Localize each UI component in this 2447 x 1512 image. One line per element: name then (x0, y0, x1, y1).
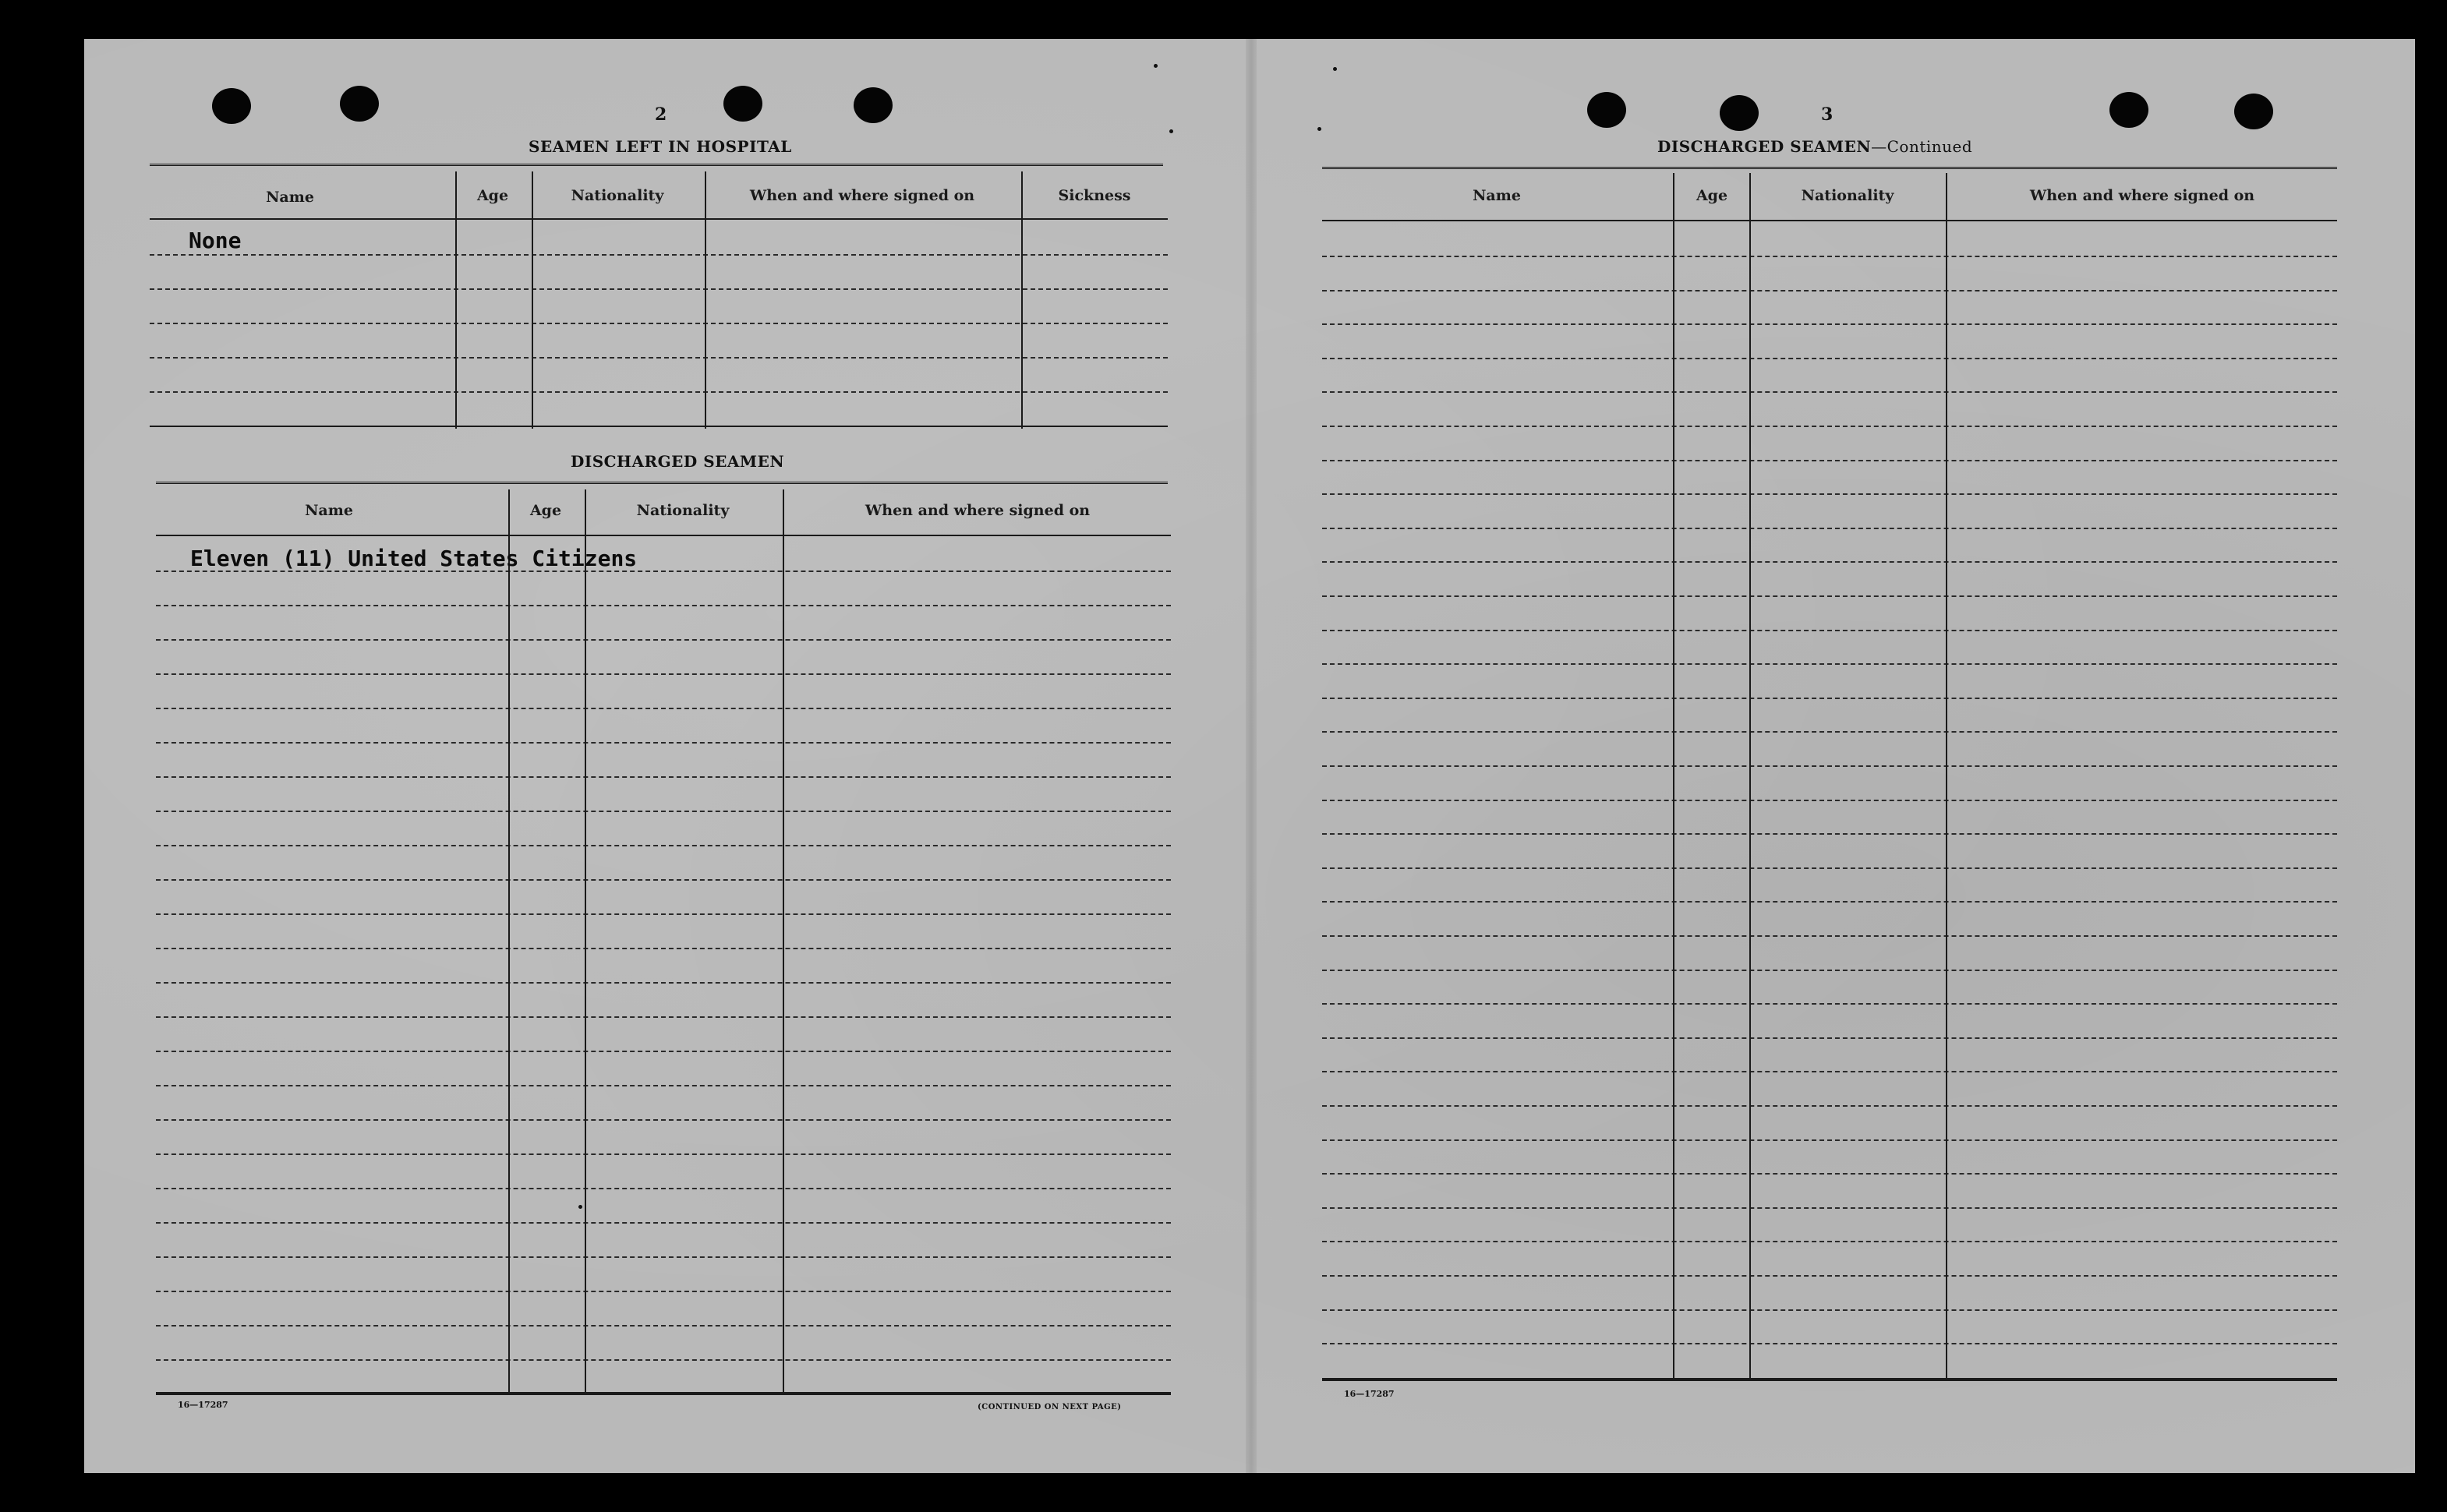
column-header: Nationality (571, 187, 664, 204)
hospital-section-title: SEAMEN LEFT IN HOSPITAL (529, 137, 792, 156)
row-rule (1322, 901, 2337, 903)
page-number: 3 (1821, 104, 1833, 125)
punch-hole (2109, 92, 2148, 128)
row-rule (156, 879, 1171, 881)
row-rule (1322, 867, 2337, 869)
row-rule (1322, 1241, 2337, 1242)
row-rule (1322, 1343, 2337, 1344)
column-header: When and where signed on (2029, 187, 2255, 204)
column-header: Name (1473, 187, 1521, 204)
row-rule (156, 1188, 1171, 1189)
row-rule (150, 254, 1168, 256)
column-divider (585, 489, 586, 1395)
row-rule (1322, 935, 2337, 937)
punch-hole (723, 86, 762, 122)
row-rule (1322, 460, 2337, 461)
speck (1169, 129, 1173, 133)
column-divider (1673, 173, 1674, 1380)
row-rule (156, 605, 1171, 606)
row-rule (156, 776, 1171, 778)
column-divider (705, 171, 706, 429)
row-rule (1322, 358, 2337, 359)
row-rule (156, 1222, 1171, 1224)
punch-hole (1720, 95, 1759, 131)
column-header: Age (1696, 187, 1728, 204)
row-rule (1322, 493, 2337, 495)
row-rule (1322, 1139, 2337, 1141)
column-divider (532, 171, 533, 429)
row-rule (1322, 290, 2337, 291)
row-rule (156, 845, 1171, 846)
discharged-continued-title (1657, 137, 1972, 156)
row-rule (150, 323, 1168, 324)
column-divider (508, 489, 510, 1395)
column-header: Sickness (1058, 187, 1131, 204)
row-rule (1322, 630, 2337, 631)
row-rule (1322, 256, 2337, 257)
column-divider (455, 171, 457, 429)
row-rule (1322, 1003, 2337, 1005)
section-title: DISCHARGED SEAMEN (1657, 137, 1872, 156)
row-rule (156, 1359, 1171, 1361)
row-rule (1322, 426, 2337, 427)
table-top-rule (156, 482, 1168, 486)
table-bottom-rule (156, 1392, 1171, 1395)
row-rule (1322, 323, 2337, 325)
column-divider (783, 489, 784, 1395)
row-rule (1322, 833, 2337, 835)
row-rule (156, 811, 1171, 812)
row-rule (1322, 595, 2337, 597)
discharged-entry: Eleven (11) United States Citizens (190, 546, 638, 571)
row-rule (156, 1256, 1171, 1258)
row-rule (1322, 1071, 2337, 1072)
page-number: 2 (655, 104, 667, 125)
speck (1317, 127, 1321, 131)
column-header: When and where signed on (749, 187, 975, 204)
column-header: Age (529, 502, 562, 519)
punch-hole (340, 86, 379, 122)
column-header: Age (476, 187, 509, 204)
column-header: Nationality (1801, 187, 1894, 204)
row-rule (1322, 1173, 2337, 1175)
row-rule (1322, 800, 2337, 801)
row-rule (156, 708, 1171, 709)
column-divider (1946, 173, 1947, 1380)
column-divider (1021, 171, 1023, 429)
row-rule (1322, 663, 2337, 665)
row-rule (1322, 698, 2337, 699)
speck (1154, 64, 1158, 68)
row-rule (150, 357, 1168, 359)
row-rule (1322, 391, 2337, 393)
row-rule (1322, 528, 2337, 529)
punch-hole (2234, 94, 2273, 129)
continued-suffix: —Continued (1871, 137, 1973, 156)
row-rule (156, 1153, 1171, 1155)
row-rule (156, 1119, 1171, 1121)
row-rule (1322, 970, 2337, 971)
form-code: 16—17287 (1344, 1389, 1395, 1399)
column-header: Name (305, 502, 353, 519)
row-rule (156, 1291, 1171, 1292)
header-rule (1322, 220, 2337, 221)
table-bottom-rule (1322, 1378, 2337, 1381)
row-rule (1322, 1105, 2337, 1107)
row-rule (1322, 1309, 2337, 1311)
page-fold (1246, 39, 1257, 1473)
speck (1333, 67, 1337, 71)
column-header: When and where signed on (865, 502, 1091, 519)
row-rule (156, 1051, 1171, 1052)
row-rule (156, 1016, 1171, 1018)
punch-hole (212, 88, 251, 124)
speck (578, 1205, 582, 1209)
row-rule (156, 639, 1171, 641)
hospital-entry: None (189, 228, 242, 253)
punch-hole (1587, 92, 1626, 128)
row-rule (156, 1085, 1171, 1086)
table-top-rule (1322, 167, 2337, 171)
row-rule (150, 288, 1168, 290)
row-rule (1322, 765, 2337, 767)
row-rule (156, 673, 1171, 675)
row-rule (150, 391, 1168, 393)
discharged-section-title: DISCHARGED SEAMEN (571, 452, 785, 471)
punch-hole (854, 87, 893, 123)
column-divider (1749, 173, 1751, 1380)
table-top-rule (150, 164, 1163, 168)
row-rule (156, 913, 1171, 915)
row-rule (156, 982, 1171, 984)
header-rule (156, 535, 1171, 536)
row-rule (1322, 561, 2337, 563)
column-header: Nationality (636, 502, 730, 519)
row-rule (1322, 1275, 2337, 1277)
row-rule (1322, 731, 2337, 733)
row-rule (1322, 1207, 2337, 1209)
continued-note: (CONTINUED ON NEXT PAGE) (978, 1403, 1122, 1411)
header-rule (150, 218, 1168, 220)
row-rule (156, 742, 1171, 744)
row-rule (156, 948, 1171, 949)
row-rule (1322, 1037, 2337, 1039)
table-bottom-rule (150, 426, 1168, 427)
row-rule (156, 1325, 1171, 1327)
form-code: 16—17287 (178, 1400, 228, 1410)
column-header: Name (266, 189, 314, 206)
